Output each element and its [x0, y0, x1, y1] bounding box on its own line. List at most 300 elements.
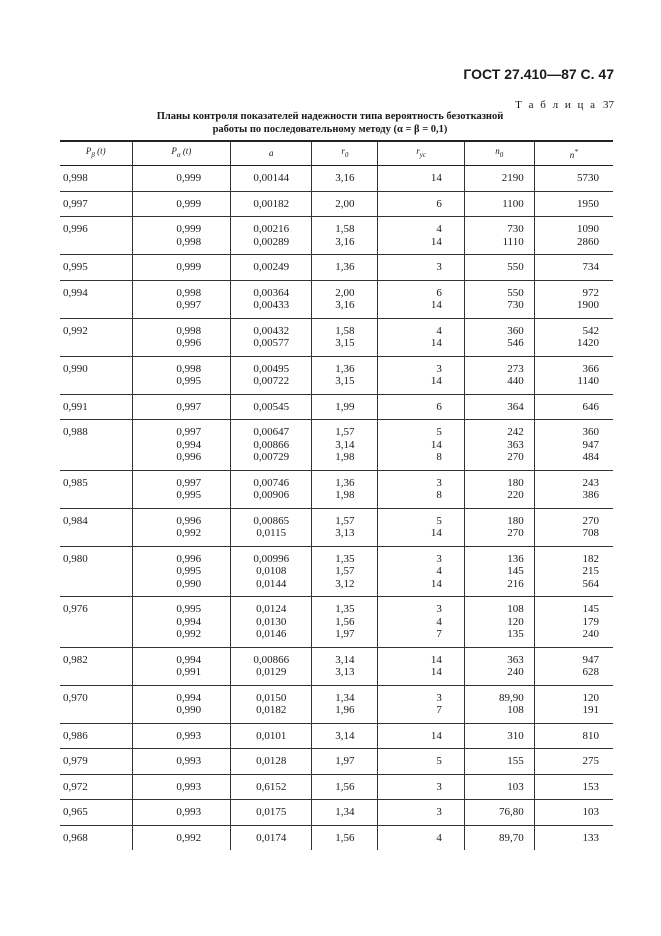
cell-value: 3: [436, 691, 442, 704]
cell-value: 810: [582, 729, 599, 742]
cell-r0: [312, 685, 378, 723]
cell-value: 364: [507, 400, 524, 413]
cell-value: 1,97: [335, 628, 355, 640]
cell-pa: [132, 191, 231, 217]
cell-value: 4: [436, 223, 442, 235]
cell-value: 2,00: [335, 197, 355, 210]
cell-value: 14: [430, 337, 442, 349]
cell-value: 0,00906: [253, 489, 290, 501]
cell-ns: [534, 508, 613, 546]
cell-rus: [378, 420, 465, 471]
cell-a: [231, 280, 312, 318]
cell-rus: [378, 597, 465, 648]
cell-r0: [312, 508, 378, 546]
cell-value: 14: [430, 299, 442, 311]
cell-value: 0,0124: [256, 603, 287, 615]
cell-value: 180: [507, 476, 524, 489]
cell-value: 1,56: [335, 780, 355, 793]
cell-a: [231, 597, 312, 648]
cell-value: 1420: [577, 337, 599, 349]
table-header-row: [60, 141, 613, 166]
cell-value: 3,16: [335, 299, 355, 311]
cell-value: 108: [507, 603, 524, 615]
cell-value: 0,0150: [256, 691, 287, 704]
cell-rus: [378, 647, 465, 685]
cell-rus: [378, 774, 465, 800]
cell-r0: [312, 166, 378, 192]
cell-value: 0,994: [176, 653, 202, 666]
cell-value: 4: [436, 324, 442, 337]
cell-value: 0,998: [176, 324, 202, 337]
cell-value: 6: [436, 197, 442, 210]
table-row: [60, 356, 613, 394]
cell-pa: [132, 356, 231, 394]
cell-value: 1,58: [335, 324, 355, 337]
col-header-pa: $P_\alpha$ (t): [132, 141, 231, 166]
cell-pa: [132, 318, 231, 356]
cell-value: 972: [582, 286, 599, 299]
cell-pa: [132, 546, 231, 597]
cell-pa: [132, 597, 231, 648]
cell-value: 14: [430, 729, 442, 742]
cell-value: 89,90: [499, 691, 524, 704]
cell-value: 0,998: [63, 172, 88, 184]
cell-value: 0,00722: [253, 375, 290, 387]
cell-n0: [464, 597, 534, 648]
cell-value: 0,00433: [253, 299, 290, 311]
cell-value: 14: [430, 438, 442, 451]
cell-value: 153: [582, 780, 599, 793]
col-header-nstar: n*: [534, 141, 613, 166]
cell-n0: [464, 508, 534, 546]
cell-value: 0,999: [176, 223, 202, 235]
cell-value: 0,00364: [253, 286, 290, 299]
caption-line-1: Планы контроля показателей надежности типа вероятность безотказной: [156, 111, 504, 122]
cell-value: 6: [436, 286, 442, 299]
reliability-plans-table: [60, 140, 613, 850]
cell-value: 0,995: [176, 603, 202, 615]
cell-pb: [60, 217, 132, 255]
cell-value: 0,00866: [253, 653, 290, 666]
cell-ns: [534, 394, 613, 420]
cell-value: 360: [507, 324, 524, 337]
cell-value: 0,00545: [253, 400, 290, 413]
cell-pa: [132, 280, 231, 318]
cell-value: 136: [507, 552, 524, 565]
cell-a: [231, 825, 312, 850]
cell-value: 240: [507, 666, 524, 678]
cell-n0: [464, 255, 534, 281]
cell-pb: [60, 394, 132, 420]
cell-value: 120: [507, 615, 524, 628]
cell-a: [231, 394, 312, 420]
page-header: ГОСТ 27.410—87 С. 47: [463, 66, 614, 82]
table-row: [60, 508, 613, 546]
cell-value: 145: [582, 603, 599, 615]
cell-a: [231, 546, 312, 597]
cell-value: 7: [436, 628, 442, 640]
cell-value: 0,0128: [256, 755, 287, 767]
cell-ns: [534, 546, 613, 597]
cell-value: 4: [436, 565, 442, 577]
cell-rus: [378, 723, 465, 749]
cell-value: 3,16: [335, 172, 355, 184]
cell-value: 4: [436, 831, 442, 844]
cell-value: 0,0129: [256, 666, 287, 678]
cell-value: 947: [582, 653, 599, 666]
cell-value: 0,990: [176, 577, 202, 590]
cell-value: 366: [582, 362, 599, 375]
cell-value: 0,997: [176, 400, 202, 413]
col-header-a: a: [231, 141, 312, 166]
col-header-n0: $n_0$: [464, 141, 534, 166]
cell-value: 1100: [502, 197, 524, 210]
cell-value: 1140: [577, 375, 599, 387]
cell-value: 0,998: [176, 235, 202, 248]
cell-value: 0,00996: [253, 552, 290, 565]
cell-n0: [464, 394, 534, 420]
cell-value: 3,13: [335, 527, 355, 539]
cell-ns: [534, 685, 613, 723]
cell-value: 3,16: [335, 235, 355, 248]
cell-value: 3,12: [335, 577, 355, 590]
cell-value: 0,999: [176, 261, 202, 273]
cell-value: 310: [507, 729, 524, 742]
cell-pb: [60, 166, 132, 192]
cell-value: 0,997: [63, 197, 88, 210]
cell-value: 0,995: [176, 489, 202, 501]
cell-pa: [132, 420, 231, 471]
cell-a: [231, 508, 312, 546]
cell-value: 0,00577: [253, 337, 290, 349]
table-row: [60, 800, 613, 826]
cell-rus: [378, 356, 465, 394]
table-row: [60, 774, 613, 800]
cell-r0: [312, 825, 378, 850]
cell-value: 0,00289: [253, 235, 290, 248]
cell-value: 1,56: [335, 615, 355, 628]
cell-r0: [312, 800, 378, 826]
table-row: [60, 470, 613, 508]
cell-pb: [60, 318, 132, 356]
cell-value: 14: [430, 577, 442, 590]
cell-value: 0,00729: [253, 451, 290, 463]
cell-value: 360: [582, 426, 599, 438]
cell-value: 0,986: [63, 729, 88, 742]
cell-value: 0,992: [176, 831, 202, 844]
cell-r0: [312, 749, 378, 775]
cell-value: 0,993: [176, 755, 202, 767]
cell-value: 89,70: [499, 831, 524, 844]
cell-value: 8: [436, 451, 442, 463]
cell-n0: [464, 546, 534, 597]
table-row: [60, 420, 613, 471]
cell-value: 0,990: [63, 362, 88, 375]
cell-value: 0,0182: [256, 704, 287, 716]
cell-value: 0,999: [176, 172, 202, 184]
cell-ns: [534, 774, 613, 800]
cell-pb: [60, 800, 132, 826]
cell-value: 191: [582, 704, 599, 716]
cell-r0: [312, 318, 378, 356]
cell-value: 179: [582, 615, 599, 628]
cell-value: 275: [582, 755, 599, 767]
cell-value: 363: [507, 438, 524, 451]
cell-value: 734: [582, 261, 599, 273]
cell-value: 0,995: [63, 261, 88, 273]
cell-value: 76,80: [499, 806, 524, 818]
cell-value: 0,00647: [253, 426, 290, 438]
cell-value: 5: [436, 755, 442, 767]
cell-ns: [534, 647, 613, 685]
cell-n0: [464, 318, 534, 356]
cell-pa: [132, 774, 231, 800]
cell-value: 0,0144: [256, 577, 287, 590]
cell-value: 0,00495: [253, 362, 290, 375]
cell-pa: [132, 800, 231, 826]
cell-n0: [464, 280, 534, 318]
cell-n0: [464, 356, 534, 394]
cell-rus: [378, 546, 465, 597]
cell-value: 0,996: [63, 223, 88, 235]
cell-value: 1,57: [335, 514, 355, 527]
cell-value: 14: [430, 666, 442, 678]
cell-a: [231, 723, 312, 749]
cell-value: 3: [436, 780, 442, 793]
col-header-pb: $P_\beta$ (t): [60, 141, 132, 166]
cell-value: 0,996: [176, 552, 202, 565]
cell-value: 145: [507, 565, 524, 577]
cell-ns: [534, 723, 613, 749]
cell-rus: [378, 318, 465, 356]
col-header-r0: $r_0$: [312, 141, 378, 166]
cell-r0: [312, 280, 378, 318]
cell-value: 216: [507, 577, 524, 590]
cell-n0: [464, 217, 534, 255]
cell-ns: [534, 597, 613, 648]
cell-a: [231, 774, 312, 800]
cell-pb: [60, 280, 132, 318]
cell-value: 2,00: [335, 286, 355, 299]
cell-value: 542: [582, 324, 599, 337]
table-row: [60, 647, 613, 685]
cell-value: 0,00866: [253, 438, 290, 451]
cell-pb: [60, 597, 132, 648]
cell-value: 270: [582, 514, 599, 527]
cell-value: 3: [436, 806, 442, 818]
cell-a: [231, 191, 312, 217]
cell-pa: [132, 394, 231, 420]
cell-value: 103: [507, 780, 524, 793]
cell-a: [231, 647, 312, 685]
cell-value: 0,0130: [256, 615, 287, 628]
cell-value: 103: [582, 806, 599, 818]
table-row: [60, 191, 613, 217]
cell-n0: [464, 191, 534, 217]
cell-value: 0,972: [63, 780, 88, 793]
cell-value: 0,00144: [253, 172, 290, 184]
table-row: [60, 749, 613, 775]
cell-value: 3,15: [335, 337, 355, 349]
cell-value: 0,00249: [253, 261, 290, 273]
cell-pb: [60, 191, 132, 217]
cell-value: 3: [436, 362, 442, 375]
cell-ns: [534, 166, 613, 192]
cell-value: 14: [430, 653, 442, 666]
cell-value: 8: [436, 489, 442, 501]
table-number: 37: [603, 99, 614, 111]
cell-value: 0,985: [63, 476, 88, 489]
cell-value: 0,994: [176, 438, 202, 451]
cell-a: [231, 685, 312, 723]
cell-ns: [534, 825, 613, 850]
cell-a: [231, 749, 312, 775]
cell-r0: [312, 774, 378, 800]
cell-value: 386: [582, 489, 599, 501]
cell-value: 1,34: [335, 806, 355, 818]
cell-value: 0,992: [176, 527, 202, 539]
cell-value: 3: [436, 552, 442, 565]
cell-n0: [464, 800, 534, 826]
cell-pa: [132, 749, 231, 775]
cell-value: 0,994: [176, 691, 202, 704]
cell-pa: [132, 166, 231, 192]
cell-value: 708: [582, 527, 599, 539]
cell-value: 0,998: [176, 286, 202, 299]
cell-value: 3,13: [335, 666, 355, 678]
cell-value: 1,57: [335, 565, 355, 577]
cell-value: 0,00865: [253, 514, 290, 527]
cell-value: 14: [430, 235, 442, 248]
cell-a: [231, 255, 312, 281]
cell-value: 3,14: [335, 438, 355, 451]
cell-value: 270: [507, 527, 524, 539]
cell-value: 0,968: [63, 831, 88, 844]
cell-pa: [132, 470, 231, 508]
cell-r0: [312, 546, 378, 597]
cell-value: 5730: [577, 172, 599, 184]
cell-pb: [60, 508, 132, 546]
cell-pa: [132, 508, 231, 546]
cell-ns: [534, 356, 613, 394]
cell-pb: [60, 825, 132, 850]
cell-a: [231, 470, 312, 508]
cell-value: 440: [507, 375, 524, 387]
cell-value: 220: [507, 489, 524, 501]
cell-pb: [60, 749, 132, 775]
table-row: [60, 825, 613, 850]
cell-n0: [464, 647, 534, 685]
cell-value: 0,994: [63, 286, 88, 299]
cell-value: 0,970: [63, 691, 88, 704]
cell-pb: [60, 723, 132, 749]
cell-value: 0,990: [176, 704, 202, 716]
cell-pa: [132, 217, 231, 255]
cell-value: 4: [436, 615, 442, 628]
cell-ns: [534, 470, 613, 508]
cell-value: 240: [582, 628, 599, 640]
cell-r0: [312, 394, 378, 420]
cell-value: 1,34: [335, 691, 355, 704]
cell-value: 730: [507, 299, 524, 311]
cell-value: 0,999: [176, 197, 202, 210]
cell-value: 0,994: [176, 615, 202, 628]
cell-a: [231, 800, 312, 826]
cell-value: 1110: [502, 235, 524, 248]
cell-n0: [464, 825, 534, 850]
cell-value: 6: [436, 400, 442, 413]
cell-value: 0,00432: [253, 324, 290, 337]
cell-value: 215: [582, 565, 599, 577]
cell-pa: [132, 255, 231, 281]
cell-value: 3,15: [335, 375, 355, 387]
cell-value: 14: [430, 375, 442, 387]
cell-value: 1,96: [335, 704, 355, 716]
cell-value: 0,992: [176, 628, 202, 640]
cell-pb: [60, 470, 132, 508]
cell-value: 0,996: [176, 451, 202, 463]
cell-value: 120: [582, 691, 599, 704]
cell-value: 1,36: [335, 362, 355, 375]
cell-ns: [534, 749, 613, 775]
cell-ns: [534, 280, 613, 318]
cell-value: 0,996: [176, 514, 202, 527]
table-row: [60, 318, 613, 356]
cell-value: 1,58: [335, 223, 355, 235]
cell-r0: [312, 647, 378, 685]
cell-value: 0,6152: [256, 780, 287, 793]
cell-value: 108: [507, 704, 524, 716]
cell-value: 155: [507, 755, 524, 767]
table-label-text: Т а б л и ц а: [515, 99, 597, 111]
cell-pa: [132, 647, 231, 685]
cell-n0: [464, 685, 534, 723]
cell-value: 0,982: [63, 653, 88, 666]
cell-n0: [464, 470, 534, 508]
cell-n0: [464, 166, 534, 192]
cell-value: 0,992: [63, 324, 88, 337]
cell-pa: [132, 723, 231, 749]
cell-value: 628: [582, 666, 599, 678]
cell-value: 730: [507, 223, 524, 235]
cell-pb: [60, 255, 132, 281]
cell-value: 0,976: [63, 603, 88, 615]
cell-value: 182: [582, 552, 599, 565]
table-row: [60, 546, 613, 597]
cell-value: 0,00182: [253, 197, 290, 210]
cell-r0: [312, 255, 378, 281]
cell-value: 3: [436, 603, 442, 615]
cell-a: [231, 420, 312, 471]
cell-value: 242: [507, 426, 524, 438]
cell-value: 273: [507, 362, 524, 375]
cell-value: 3,14: [335, 729, 355, 742]
cell-value: 2860: [577, 235, 599, 248]
cell-rus: [378, 191, 465, 217]
cell-rus: [378, 800, 465, 826]
cell-r0: [312, 470, 378, 508]
cell-value: 1,98: [335, 489, 355, 501]
cell-pb: [60, 420, 132, 471]
cell-value: 363: [507, 653, 524, 666]
cell-value: 0,997: [176, 299, 202, 311]
cell-ns: [534, 255, 613, 281]
cell-r0: [312, 217, 378, 255]
col-header-rus: $r_{ус}$: [378, 141, 465, 166]
cell-value: 550: [507, 261, 524, 273]
cell-value: 0,998: [176, 362, 202, 375]
cell-value: 14: [430, 527, 442, 539]
